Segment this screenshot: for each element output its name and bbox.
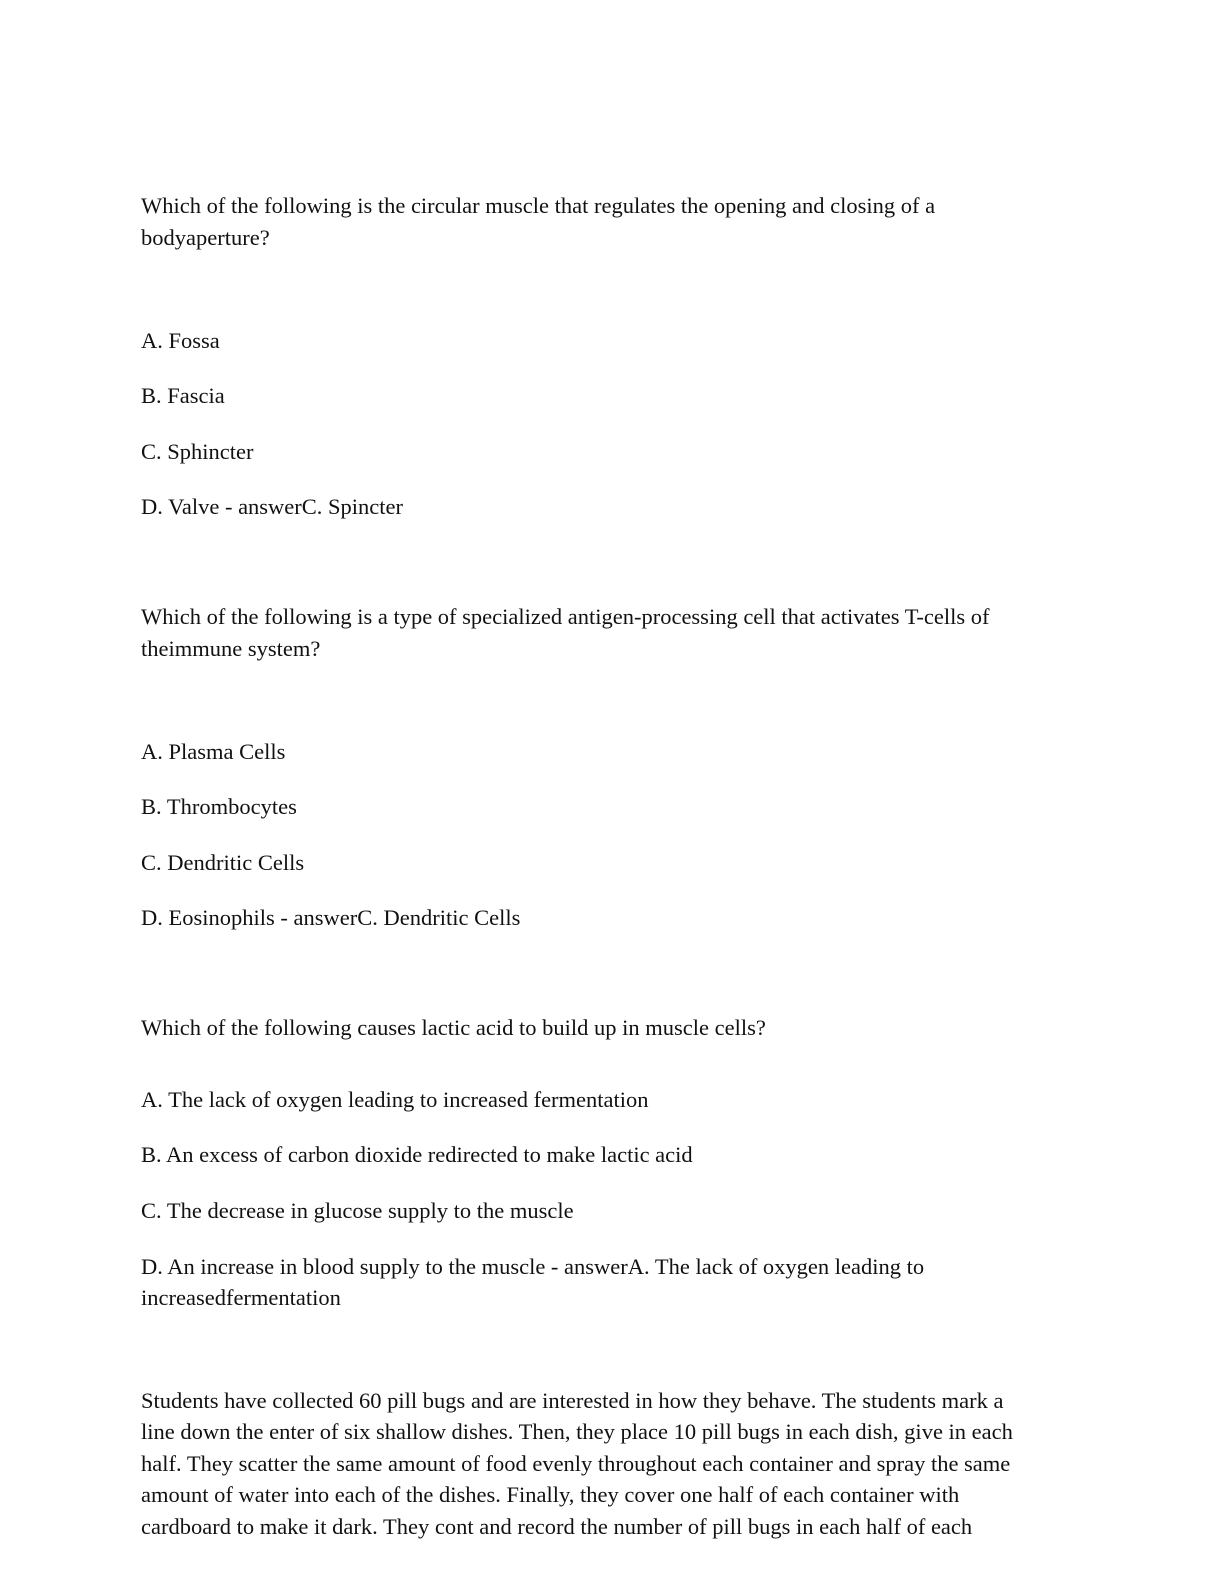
passage-line-1: Students have collected 60 pill bugs and are interested in how they behave. The students mark a bbox=[141, 1388, 1004, 1413]
q1-stem-line2: bodyaperture? bbox=[141, 225, 270, 250]
q1-stem-line1: Which of the following is the circular muscle that regulates the opening and closing of a bbox=[141, 193, 936, 218]
q2-option-d: D. Eosinophils - answerC. Dendritic Cells bbox=[141, 905, 521, 930]
passage-line-3: half. They scatter the same amount of food evenly throughout each container and spray the same bbox=[141, 1451, 1011, 1476]
q3-option-c: C. The decrease in glucose supply to the muscle bbox=[141, 1198, 574, 1223]
q3-option-a: A. The lack of oxygen leading to increased fermentation bbox=[141, 1087, 649, 1112]
q3-option-d: D. An increase in blood supply to the muscle - answerA. The lack of oxygen leading to bbox=[141, 1254, 925, 1279]
q2-stem-line1: Which of the following is a type of specialized antigen-processing cell that activates T-cells of bbox=[141, 604, 990, 629]
q3-option-d-line2: increasedfermentation bbox=[141, 1285, 341, 1310]
q2-stem-line2: theimmune system? bbox=[141, 636, 321, 661]
q2-option-a: A. Plasma Cells bbox=[141, 739, 286, 764]
q1-option-d: D. Valve - answerC. Spincter bbox=[141, 494, 404, 519]
passage-line-4: amount of water into each of the dishes. Finally, they cover one half of each container with bbox=[141, 1482, 960, 1507]
q2-option-b: B. Thrombocytes bbox=[141, 794, 297, 819]
q1-option-b: B. Fascia bbox=[141, 383, 225, 408]
q3-option-b: B. An excess of carbon dioxide redirected to make lactic acid bbox=[141, 1142, 693, 1167]
q1-option-a: A. Fossa bbox=[141, 328, 220, 353]
q1-option-c: C. Sphincter bbox=[141, 439, 254, 464]
passage-line-2: line down the enter of six shallow dishes. Then, they place 10 pill bugs in each dish, give in each bbox=[141, 1419, 1013, 1444]
q2-option-c: C. Dendritic Cells bbox=[141, 850, 305, 875]
passage-line-5: cardboard to make it dark. They cont and record the number of pill bugs in each half of each bbox=[141, 1514, 973, 1539]
q3-stem-line1: Which of the following causes lactic acid to build up in muscle cells? bbox=[141, 1015, 766, 1040]
